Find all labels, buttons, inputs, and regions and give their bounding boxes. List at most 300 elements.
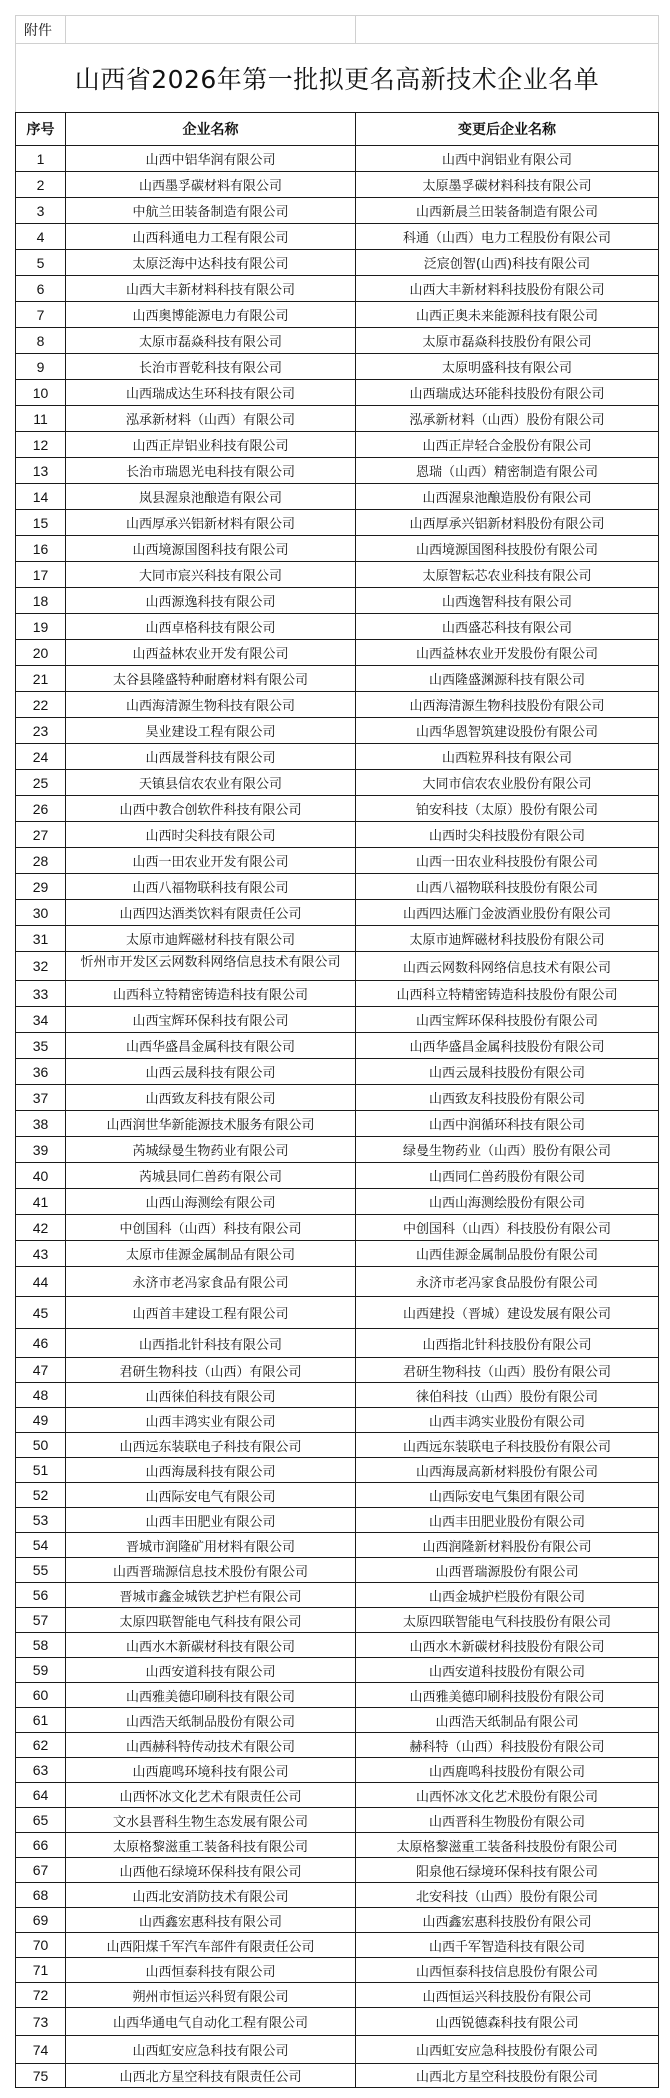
old-company-name: 太原格黎滋重工装备科技有限公司	[66, 1833, 356, 1858]
row-index: 23	[16, 718, 66, 744]
new-company-name: 山西新晨兰田装备制造有限公司	[356, 198, 659, 224]
new-company-name: 山西八福物联科技股份有限公司	[356, 874, 659, 900]
old-company-name: 山西卓格科技有限公司	[66, 614, 356, 640]
old-company-name: 昊业建设工程有限公司	[66, 718, 356, 744]
old-company-name: 中创国科（山西）科技有限公司	[66, 1215, 356, 1241]
new-company-name: 徕伯科技（山西）股份有限公司	[356, 1383, 659, 1408]
new-company-name: 山西中润循环科技有限公司	[356, 1111, 659, 1137]
new-company-name: 山西锐德森科技有限公司	[356, 2008, 659, 2036]
table-row	[16, 328, 659, 354]
table-row	[16, 1933, 659, 1958]
table-row	[16, 276, 659, 302]
new-company-name: 山西云晟科技股份有限公司	[356, 1059, 659, 1085]
new-company-name: 山西恒泰科技信息股份有限公司	[356, 1958, 659, 1983]
new-company-name: 君研生物科技（山西）股份有限公司	[356, 1358, 659, 1383]
old-company-name: 永济市老冯家食品有限公司	[66, 1267, 356, 1297]
old-company-name: 山西瑞成达生环科技有限公司	[66, 380, 356, 406]
row-index: 11	[16, 406, 66, 432]
old-company-name: 朔州市恒运兴科贸有限公司	[66, 1983, 356, 2008]
new-company-name: 大同市信农农业股份有限公司	[356, 770, 659, 796]
row-index: 1	[16, 146, 66, 172]
new-company-name: 山西安道科技股份有限公司	[356, 1658, 659, 1683]
new-company-name: 山西瑞成达环能科技股份有限公司	[356, 380, 659, 406]
new-company-name: 山西鹿鸣科技股份有限公司	[356, 1758, 659, 1783]
new-company-name: 山西盛芯科技有限公司	[356, 614, 659, 640]
old-company-name: 芮城县同仁兽药有限公司	[66, 1163, 356, 1189]
table-row	[16, 198, 659, 224]
row-index: 64	[16, 1783, 66, 1808]
old-company-name: 山西指北针科技有限公司	[66, 1329, 356, 1358]
table-row	[16, 1633, 659, 1658]
table-row	[16, 302, 659, 328]
new-company-name: 山西云网数科网络信息技术有限公司	[356, 952, 659, 981]
header-index: 序号	[16, 113, 66, 146]
table-row	[16, 692, 659, 718]
new-company-name: 阳泉他石绿境环保科技有限公司	[356, 1858, 659, 1883]
old-company-name: 山西墨孚碳材料有限公司	[66, 172, 356, 198]
old-company-name: 山西怀冰文化艺术有限责任公司	[66, 1783, 356, 1808]
old-company-name: 山西恒泰科技有限公司	[66, 1958, 356, 1983]
table-row	[16, 981, 659, 1007]
old-company-name: 山西海清源生物科技有限公司	[66, 692, 356, 718]
old-company-name: 山西正岸铝业科技有限公司	[66, 432, 356, 458]
row-index: 22	[16, 692, 66, 718]
table-row	[16, 458, 659, 484]
old-company-name: 太谷县隆盛特种耐磨材料有限公司	[66, 666, 356, 692]
attachment-row	[16, 16, 659, 44]
row-index: 47	[16, 1358, 66, 1383]
new-company-name: 山西致友科技股份有限公司	[356, 1085, 659, 1111]
row-index: 42	[16, 1215, 66, 1241]
new-company-name: 山西四达雁门金波酒业股份有限公司	[356, 900, 659, 926]
table-row	[16, 1608, 659, 1633]
new-company-name: 北安科技（山西）股份有限公司	[356, 1883, 659, 1908]
old-company-name: 山西科通电力工程有限公司	[66, 224, 356, 250]
old-company-name: 岚县渥泉池酿造有限公司	[66, 484, 356, 510]
old-company-name: 大同市宸兴科技有限公司	[66, 562, 356, 588]
new-company-name: 太原四联智能电气科技股份有限公司	[356, 1608, 659, 1633]
row-index: 56	[16, 1583, 66, 1608]
row-index: 48	[16, 1383, 66, 1408]
table-row	[16, 1297, 659, 1329]
company-rename-table	[15, 15, 659, 2088]
old-company-name: 山西科立特精密铸造科技有限公司	[66, 981, 356, 1007]
old-company-name: 山西厚承兴铝新材料有限公司	[66, 510, 356, 536]
new-company-name: 山西晋科生物股份有限公司	[356, 1808, 659, 1833]
row-index: 39	[16, 1137, 66, 1163]
row-index: 55	[16, 1558, 66, 1583]
table-row	[16, 1583, 659, 1608]
row-index: 16	[16, 536, 66, 562]
old-company-name: 君研生物科技（山西）有限公司	[66, 1358, 356, 1383]
row-index: 67	[16, 1858, 66, 1883]
row-index: 8	[16, 328, 66, 354]
row-index: 41	[16, 1189, 66, 1215]
row-index: 69	[16, 1908, 66, 1933]
old-company-name: 山西远东装联电子科技有限公司	[66, 1433, 356, 1458]
table-row	[16, 1708, 659, 1733]
old-company-name: 山西云晟科技有限公司	[66, 1059, 356, 1085]
new-company-name: 太原市磊焱科技股份有限公司	[356, 328, 659, 354]
old-company-name: 太原四联智能电气科技有限公司	[66, 1608, 356, 1633]
old-company-name: 山西丰田肥业有限公司	[66, 1508, 356, 1533]
table-row	[16, 822, 659, 848]
header-row	[16, 113, 659, 146]
new-company-name: 山西际安电气集团有限公司	[356, 1483, 659, 1508]
table-row	[16, 1059, 659, 1085]
old-company-name: 晋城市润隆矿用材料有限公司	[66, 1533, 356, 1558]
old-company-name: 山西北方星空科技有限责任公司	[66, 2064, 356, 2088]
old-company-name: 山西阳煤千军汽车部件有限责任公司	[66, 1933, 356, 1958]
table-row	[16, 1215, 659, 1241]
new-company-name: 山西远东装联电子科技股份有限公司	[356, 1433, 659, 1458]
new-company-name: 恩瑞（山西）精密制造有限公司	[356, 458, 659, 484]
row-index: 2	[16, 172, 66, 198]
new-company-name: 山西丰鸿实业股份有限公司	[356, 1408, 659, 1433]
row-index: 3	[16, 198, 66, 224]
table-row	[16, 1189, 659, 1215]
new-company-name: 山西粒界科技有限公司	[356, 744, 659, 770]
row-index: 12	[16, 432, 66, 458]
row-index: 50	[16, 1433, 66, 1458]
table-row	[16, 770, 659, 796]
row-index: 72	[16, 1983, 66, 2008]
old-company-name	[66, 952, 356, 981]
table-row	[16, 2064, 659, 2088]
table-row	[16, 1733, 659, 1758]
old-company-name: 山西海晟科技有限公司	[66, 1458, 356, 1483]
new-company-name: 太原格黎滋重工装备科技股份有限公司	[356, 1833, 659, 1858]
new-company-name: 山西科立特精密铸造科技股份有限公司	[356, 981, 659, 1007]
row-index: 36	[16, 1059, 66, 1085]
row-index: 66	[16, 1833, 66, 1858]
old-company-name: 山西徕伯科技有限公司	[66, 1383, 356, 1408]
table-row	[16, 1483, 659, 1508]
table-row	[16, 1908, 659, 1933]
new-company-name: 山西虹安应急科技股份有限公司	[356, 2036, 659, 2064]
new-company-name: 山西正岸轻合金股份有限公司	[356, 432, 659, 458]
table-row	[16, 1533, 659, 1558]
old-company-name: 山西时尖科技有限公司	[66, 822, 356, 848]
row-index: 61	[16, 1708, 66, 1733]
new-company-name: 山西时尖科技股份有限公司	[356, 822, 659, 848]
row-index: 62	[16, 1733, 66, 1758]
new-company-name: 山西指北针科技股份有限公司	[356, 1329, 659, 1358]
old-company-name: 山西致友科技有限公司	[66, 1085, 356, 1111]
old-company-name: 太原泛海中达科技有限公司	[66, 250, 356, 276]
old-company-name: 长治市晋乾科技有限公司	[66, 354, 356, 380]
row-index: 9	[16, 354, 66, 380]
row-index: 52	[16, 1483, 66, 1508]
new-company-name: 山西厚承兴铝新材料股份有限公司	[356, 510, 659, 536]
table-row	[16, 432, 659, 458]
row-index: 44	[16, 1267, 66, 1297]
old-company-name: 泓承新材料（山西）有限公司	[66, 406, 356, 432]
old-company-name: 山西中教合创软件科技有限公司	[66, 796, 356, 822]
old-company-name: 山西境源国图科技有限公司	[66, 536, 356, 562]
new-company-name: 山西恒运兴科技股份有限公司	[356, 1983, 659, 2008]
row-index: 37	[16, 1085, 66, 1111]
new-company-name: 科通（山西）电力工程股份有限公司	[356, 224, 659, 250]
row-index: 14	[16, 484, 66, 510]
table-row	[16, 146, 659, 172]
table-row	[16, 1983, 659, 2008]
row-index: 32	[16, 952, 66, 981]
row-index: 51	[16, 1458, 66, 1483]
row-index: 46	[16, 1329, 66, 1358]
old-company-name: 山西首丰建设工程有限公司	[66, 1297, 356, 1329]
old-company-name: 长治市瑞恩光电科技有限公司	[66, 458, 356, 484]
table-row	[16, 1033, 659, 1059]
new-company-name: 中创国科（山西）科技股份有限公司	[356, 1215, 659, 1241]
table-row	[16, 1758, 659, 1783]
table-row	[16, 1658, 659, 1683]
old-company-name: 山西宝辉环保科技有限公司	[66, 1007, 356, 1033]
table-row	[16, 900, 659, 926]
old-company-name: 山西他石绿境环保科技有限公司	[66, 1858, 356, 1883]
row-index: 4	[16, 224, 66, 250]
old-company-name: 山西益林农业开发有限公司	[66, 640, 356, 666]
row-index: 20	[16, 640, 66, 666]
row-index: 6	[16, 276, 66, 302]
old-company-name: 山西北安消防技术有限公司	[66, 1883, 356, 1908]
row-index: 31	[16, 926, 66, 952]
old-company-name: 山西水木新碳材科技有限公司	[66, 1633, 356, 1658]
table-row	[16, 1883, 659, 1908]
table-row	[16, 1958, 659, 1983]
old-company-name: 山西际安电气有限公司	[66, 1483, 356, 1508]
row-index: 65	[16, 1808, 66, 1833]
row-index: 70	[16, 1933, 66, 1958]
row-index: 19	[16, 614, 66, 640]
new-company-name: 泓承新材料（山西）股份有限公司	[356, 406, 659, 432]
table-row	[16, 1163, 659, 1189]
row-index: 49	[16, 1408, 66, 1433]
row-index: 68	[16, 1883, 66, 1908]
old-company-name: 太原市迪辉磁材科技有限公司	[66, 926, 356, 952]
old-company-name: 山西安道科技有限公司	[66, 1658, 356, 1683]
row-index: 10	[16, 380, 66, 406]
new-company-name: 山西同仁兽药股份有限公司	[356, 1163, 659, 1189]
empty-cell	[356, 16, 659, 44]
table-row	[16, 926, 659, 952]
table-row	[16, 744, 659, 770]
old-company-name: 芮城绿曼生物药业有限公司	[66, 1137, 356, 1163]
old-company-name: 山西源逸科技有限公司	[66, 588, 356, 614]
row-index: 28	[16, 848, 66, 874]
row-index: 5	[16, 250, 66, 276]
row-index: 15	[16, 510, 66, 536]
row-index: 33	[16, 981, 66, 1007]
old-company-name: 山西大丰新材料科技有限公司	[66, 276, 356, 302]
new-company-name: 山西润隆新材料股份有限公司	[356, 1533, 659, 1558]
row-index: 18	[16, 588, 66, 614]
row-index: 73	[16, 2008, 66, 2036]
new-company-name: 山西益林农业开发股份有限公司	[356, 640, 659, 666]
header-old-name: 企业名称	[66, 113, 356, 146]
table-row	[16, 718, 659, 744]
old-company-name: 山西晋瑞源信息技术股份有限公司	[66, 1558, 356, 1583]
new-company-name: 山西佳源金属制品股份有限公司	[356, 1241, 659, 1267]
table-row	[16, 640, 659, 666]
table-row	[16, 848, 659, 874]
table-row	[16, 1085, 659, 1111]
row-index: 7	[16, 302, 66, 328]
row-index: 58	[16, 1633, 66, 1658]
table-row	[16, 406, 659, 432]
row-index: 45	[16, 1297, 66, 1329]
row-index: 30	[16, 900, 66, 926]
table-row	[16, 354, 659, 380]
table-row	[16, 1408, 659, 1433]
page-title: 山西省2026年第一批拟更名高新技术企业名单	[16, 44, 659, 113]
header-new-name: 变更后企业名称	[356, 113, 659, 146]
new-company-name: 山西建投（晋城）建设发展有限公司	[356, 1297, 659, 1329]
new-company-name: 山西逸智科技有限公司	[356, 588, 659, 614]
empty-cell	[66, 16, 356, 44]
table-row	[16, 1137, 659, 1163]
old-company-name: 山西一田农业开发有限公司	[66, 848, 356, 874]
table-row	[16, 666, 659, 692]
table-row	[16, 1808, 659, 1833]
table-row	[16, 510, 659, 536]
row-index: 38	[16, 1111, 66, 1137]
table-row	[16, 796, 659, 822]
new-company-name: 山西中润铝业有限公司	[356, 146, 659, 172]
new-company-name: 山西隆盛渊源科技有限公司	[356, 666, 659, 692]
old-company-name: 太原市佳源金属制品有限公司	[66, 1241, 356, 1267]
new-company-name: 铂安科技（太原）股份有限公司	[356, 796, 659, 822]
table-row	[16, 1858, 659, 1883]
row-index: 34	[16, 1007, 66, 1033]
row-index: 43	[16, 1241, 66, 1267]
table-row	[16, 562, 659, 588]
old-company-name: 山西浩天纸制品股份有限公司	[66, 1708, 356, 1733]
new-company-name: 赫科特（山西）科技股份有限公司	[356, 1733, 659, 1758]
table-row	[16, 1267, 659, 1297]
table-row	[16, 1383, 659, 1408]
new-company-name: 山西境源国图科技股份有限公司	[356, 536, 659, 562]
old-company-name: 山西中铝华润有限公司	[66, 146, 356, 172]
new-company-name: 山西正奥未来能源科技有限公司	[356, 302, 659, 328]
new-company-name: 山西浩天纸制品有限公司	[356, 1708, 659, 1733]
row-index: 53	[16, 1508, 66, 1533]
old-company-name: 山西华通电气自动化工程有限公司	[66, 2008, 356, 2036]
row-index: 71	[16, 1958, 66, 1983]
table-row	[16, 484, 659, 510]
new-company-name: 山西大丰新材料科技股份有限公司	[356, 276, 659, 302]
row-index: 21	[16, 666, 66, 692]
new-company-name: 山西一田农业科技股份有限公司	[356, 848, 659, 874]
table-row	[16, 2008, 659, 2036]
old-company-name: 山西赫科特传动技术有限公司	[66, 1733, 356, 1758]
new-company-name: 太原墨孚碳材料科技有限公司	[356, 172, 659, 198]
new-company-name: 永济市老冯家食品股份有限公司	[356, 1267, 659, 1297]
new-company-name: 绿曼生物药业（山西）股份有限公司	[356, 1137, 659, 1163]
new-company-name: 山西水木新碳材科技股份有限公司	[356, 1633, 659, 1658]
table-row	[16, 1433, 659, 1458]
row-index: 57	[16, 1608, 66, 1633]
new-company-name: 山西千军智造科技有限公司	[356, 1933, 659, 1958]
old-company-name: 山西八福物联科技有限公司	[66, 874, 356, 900]
row-index: 24	[16, 744, 66, 770]
table-row	[16, 1329, 659, 1358]
new-company-name: 山西海晟高新材料股份有限公司	[356, 1458, 659, 1483]
new-company-name: 山西渥泉池酿造股份有限公司	[356, 484, 659, 510]
row-index: 63	[16, 1758, 66, 1783]
new-company-name: 山西华盛昌金属科技股份有限公司	[356, 1033, 659, 1059]
row-index: 60	[16, 1683, 66, 1708]
new-company-name: 山西北方星空科技股份有限公司	[356, 2064, 659, 2088]
new-company-name: 泛宸创智(山西)科技有限公司	[356, 250, 659, 276]
old-company-name: 山西润世华新能源技术服务有限公司	[66, 1111, 356, 1137]
table-row	[16, 2036, 659, 2064]
new-company-name: 山西海清源生物科技股份有限公司	[356, 692, 659, 718]
row-index: 74	[16, 2036, 66, 2064]
table-row	[16, 1458, 659, 1483]
old-company-name: 山西四达酒类饮料有限责任公司	[66, 900, 356, 926]
old-company-name: 山西雅美德印刷科技有限公司	[66, 1683, 356, 1708]
old-company-name-text: 忻州市开发区云网数科网络信息技术有限公司	[80, 955, 341, 970]
new-company-name: 太原明盛科技有限公司	[356, 354, 659, 380]
table-row	[16, 952, 659, 981]
new-company-name: 山西鑫宏惠科技股份有限公司	[356, 1908, 659, 1933]
old-company-name: 山西华盛昌金属科技有限公司	[66, 1033, 356, 1059]
old-company-name: 天镇县信农农业有限公司	[66, 770, 356, 796]
table-row	[16, 1508, 659, 1533]
table-row	[16, 588, 659, 614]
row-index: 13	[16, 458, 66, 484]
new-company-name: 山西华恩智筑建设股份有限公司	[356, 718, 659, 744]
row-index: 29	[16, 874, 66, 900]
new-company-name: 山西丰田肥业股份有限公司	[356, 1508, 659, 1533]
row-index: 25	[16, 770, 66, 796]
new-company-name: 山西山海测绘股份有限公司	[356, 1189, 659, 1215]
new-company-name: 山西金城护栏股份有限公司	[356, 1583, 659, 1608]
table-row	[16, 1558, 659, 1583]
new-company-name: 太原市迪辉磁材科技股份有限公司	[356, 926, 659, 952]
old-company-name: 文水县晋科生物生态发展有限公司	[66, 1808, 356, 1833]
table-row	[16, 614, 659, 640]
attachment-label: 附件	[16, 16, 66, 44]
table-row	[16, 1783, 659, 1808]
old-company-name: 山西奥博能源电力有限公司	[66, 302, 356, 328]
table-row	[16, 224, 659, 250]
table-row	[16, 1833, 659, 1858]
old-company-name: 山西晟誉科技有限公司	[66, 744, 356, 770]
old-company-name: 山西鑫宏惠科技有限公司	[66, 1908, 356, 1933]
row-index: 40	[16, 1163, 66, 1189]
table-row	[16, 1241, 659, 1267]
new-company-name: 山西晋瑞源股份有限公司	[356, 1558, 659, 1583]
row-index: 35	[16, 1033, 66, 1059]
old-company-name: 中航兰田装备制造有限公司	[66, 198, 356, 224]
table-row	[16, 380, 659, 406]
table-row	[16, 1683, 659, 1708]
old-company-name: 山西丰鸿实业有限公司	[66, 1408, 356, 1433]
table-row	[16, 1111, 659, 1137]
old-company-name: 山西鹿鸣环境科技有限公司	[66, 1758, 356, 1783]
row-index: 59	[16, 1658, 66, 1683]
table-row	[16, 172, 659, 198]
row-index: 17	[16, 562, 66, 588]
old-company-name: 山西山海测绘有限公司	[66, 1189, 356, 1215]
new-company-name: 山西宝辉环保科技股份有限公司	[356, 1007, 659, 1033]
new-company-name: 山西怀冰文化艺术股份有限公司	[356, 1783, 659, 1808]
table-row	[16, 1007, 659, 1033]
new-company-name: 山西雅美德印刷科技股份有限公司	[356, 1683, 659, 1708]
row-index: 27	[16, 822, 66, 848]
